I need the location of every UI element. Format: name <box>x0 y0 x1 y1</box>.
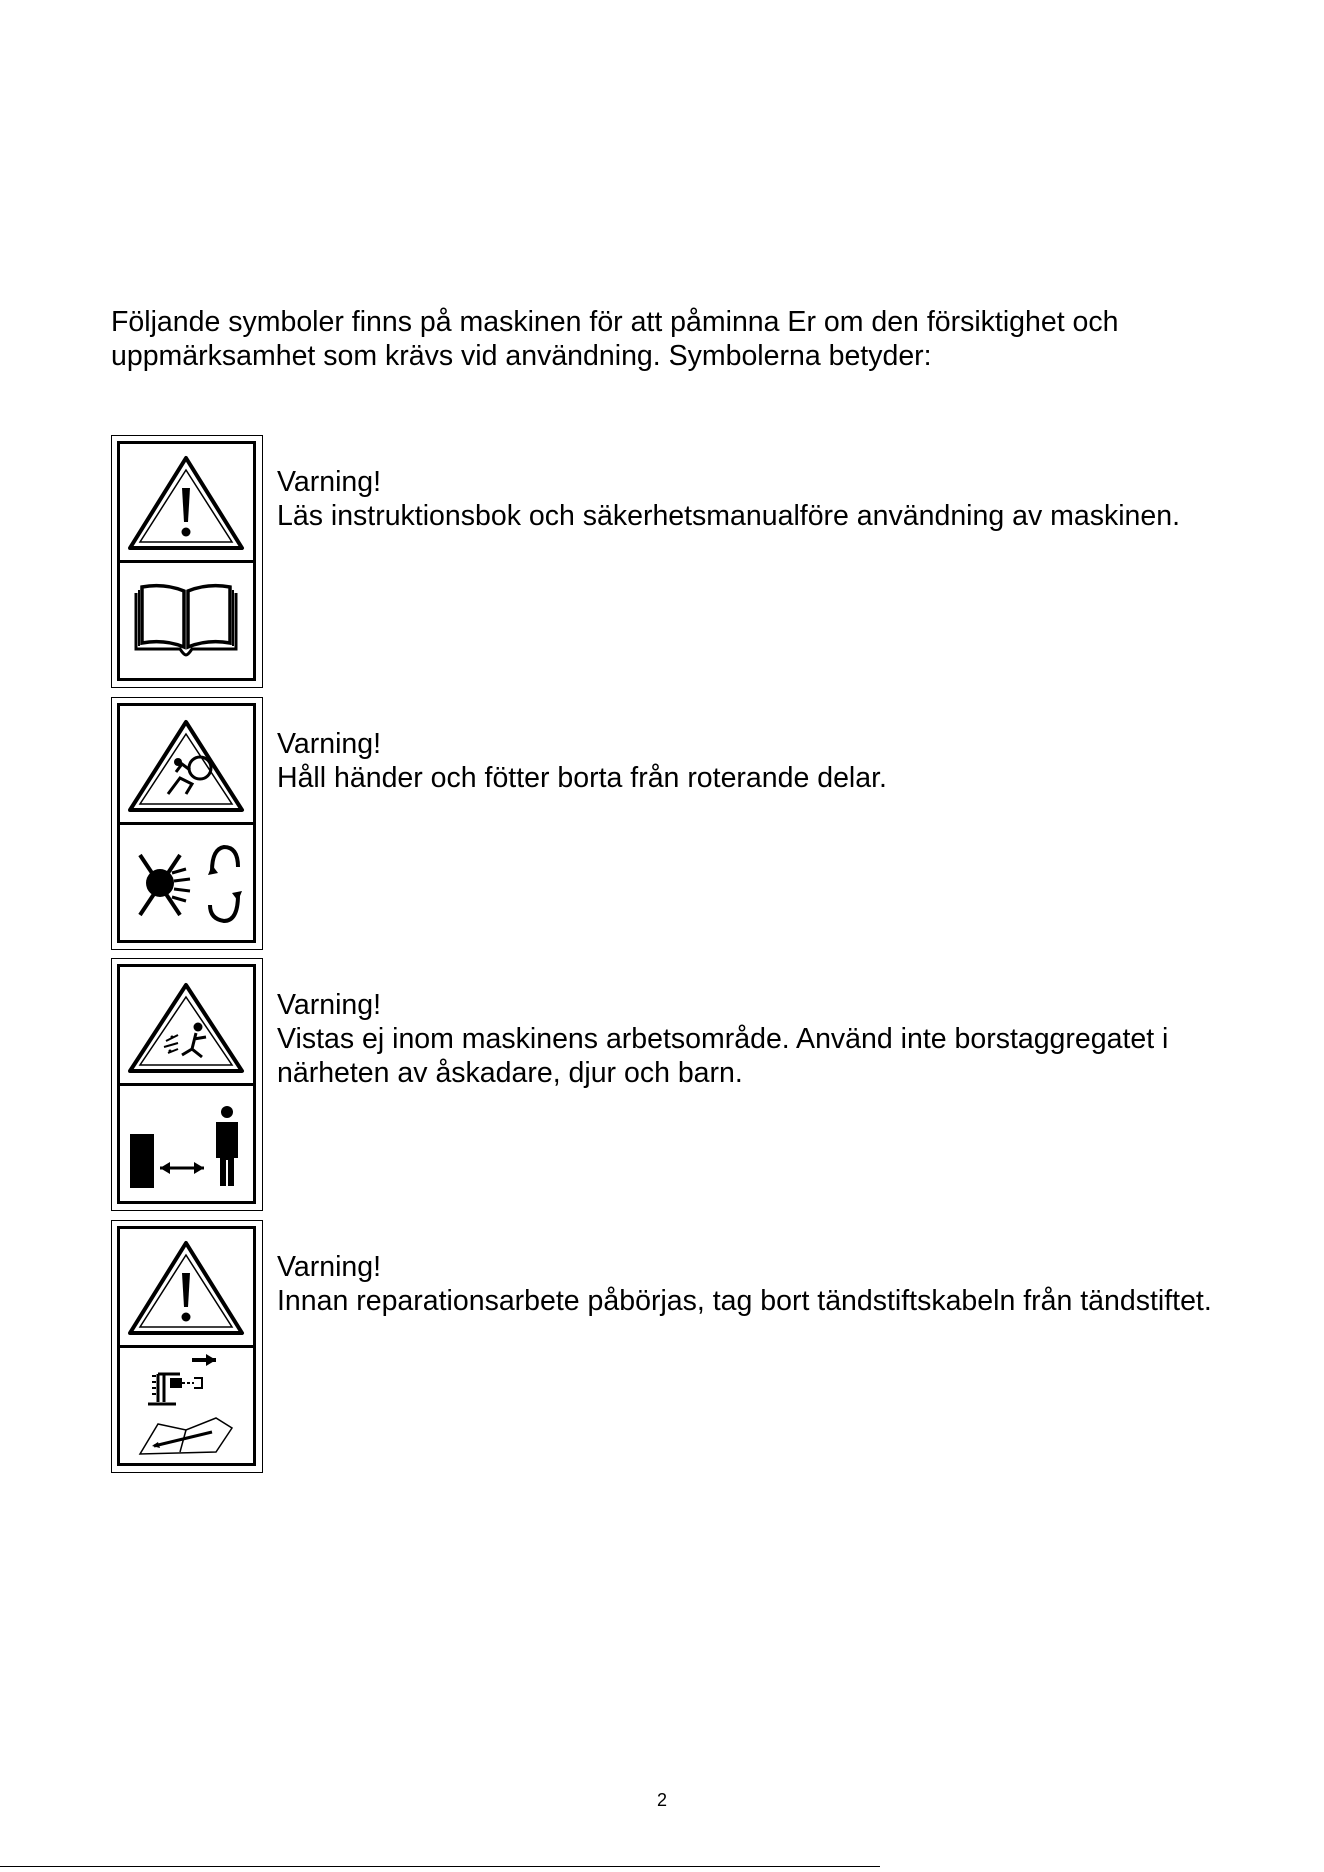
symbol-body: Vistas ej inom maskinens arbetsområde. Använd inte borstaggregatet i närheten av åskadare, djur och barn. <box>277 1023 1169 1089</box>
symbol-frame <box>111 1220 263 1473</box>
symbol-heading: Varning! <box>277 989 382 1021</box>
symbol-row-read-manual <box>111 435 1261 690</box>
warning-triangle-hand-entanglement-icon <box>120 706 253 822</box>
symbol-body: Innan reparationsarbete påbörjas, tag bort tändstiftskabeln från tändstiftet. <box>277 1285 1212 1317</box>
symbol-frame <box>111 435 263 688</box>
intro-text: Följande symboler finns på maskinen för att påminna Er om den försiktighet och uppmärksamhet som krävs vid användning. Symbolerna betyder: <box>111 306 1119 372</box>
symbol-row-spark-plug <box>111 1220 1261 1475</box>
footer-rule <box>0 1866 880 1867</box>
symbol-description <box>277 1250 1257 1318</box>
symbol-frame <box>111 697 263 950</box>
symbol-heading: Varning! <box>277 728 382 760</box>
symbol-frame-inner <box>117 964 256 1204</box>
symbol-description <box>277 727 1257 795</box>
rotating-parts-no-hands-icon <box>120 825 253 940</box>
symbol-frame <box>111 958 263 1211</box>
warning-triangle-exclamation-icon <box>120 1229 253 1345</box>
symbol-row-keep-distance <box>111 958 1261 1213</box>
safe-distance-person-icon <box>120 1086 253 1201</box>
instruction-book-icon <box>120 563 253 678</box>
symbol-frame-inner <box>117 441 256 681</box>
symbol-description <box>277 988 1257 1090</box>
symbol-frame-inner <box>117 1226 256 1466</box>
symbol-frame-inner <box>117 703 256 943</box>
warning-triangle-thrown-objects-icon <box>120 967 253 1083</box>
symbol-body: Håll händer och fötter borta från roterande delar. <box>277 762 887 794</box>
warning-triangle-exclamation-icon <box>120 444 253 560</box>
symbol-heading: Varning! <box>277 466 382 498</box>
symbol-body: Läs instruktionsbok och säkerhetsmanualföre användning av maskinen. <box>277 500 1181 532</box>
spark-plug-disconnect-manual-icon <box>120 1348 253 1463</box>
page-number: 2 <box>656 1790 667 1810</box>
symbol-heading: Varning! <box>277 1251 382 1283</box>
symbol-description <box>277 465 1257 533</box>
symbol-row-rotating-parts <box>111 697 1261 952</box>
